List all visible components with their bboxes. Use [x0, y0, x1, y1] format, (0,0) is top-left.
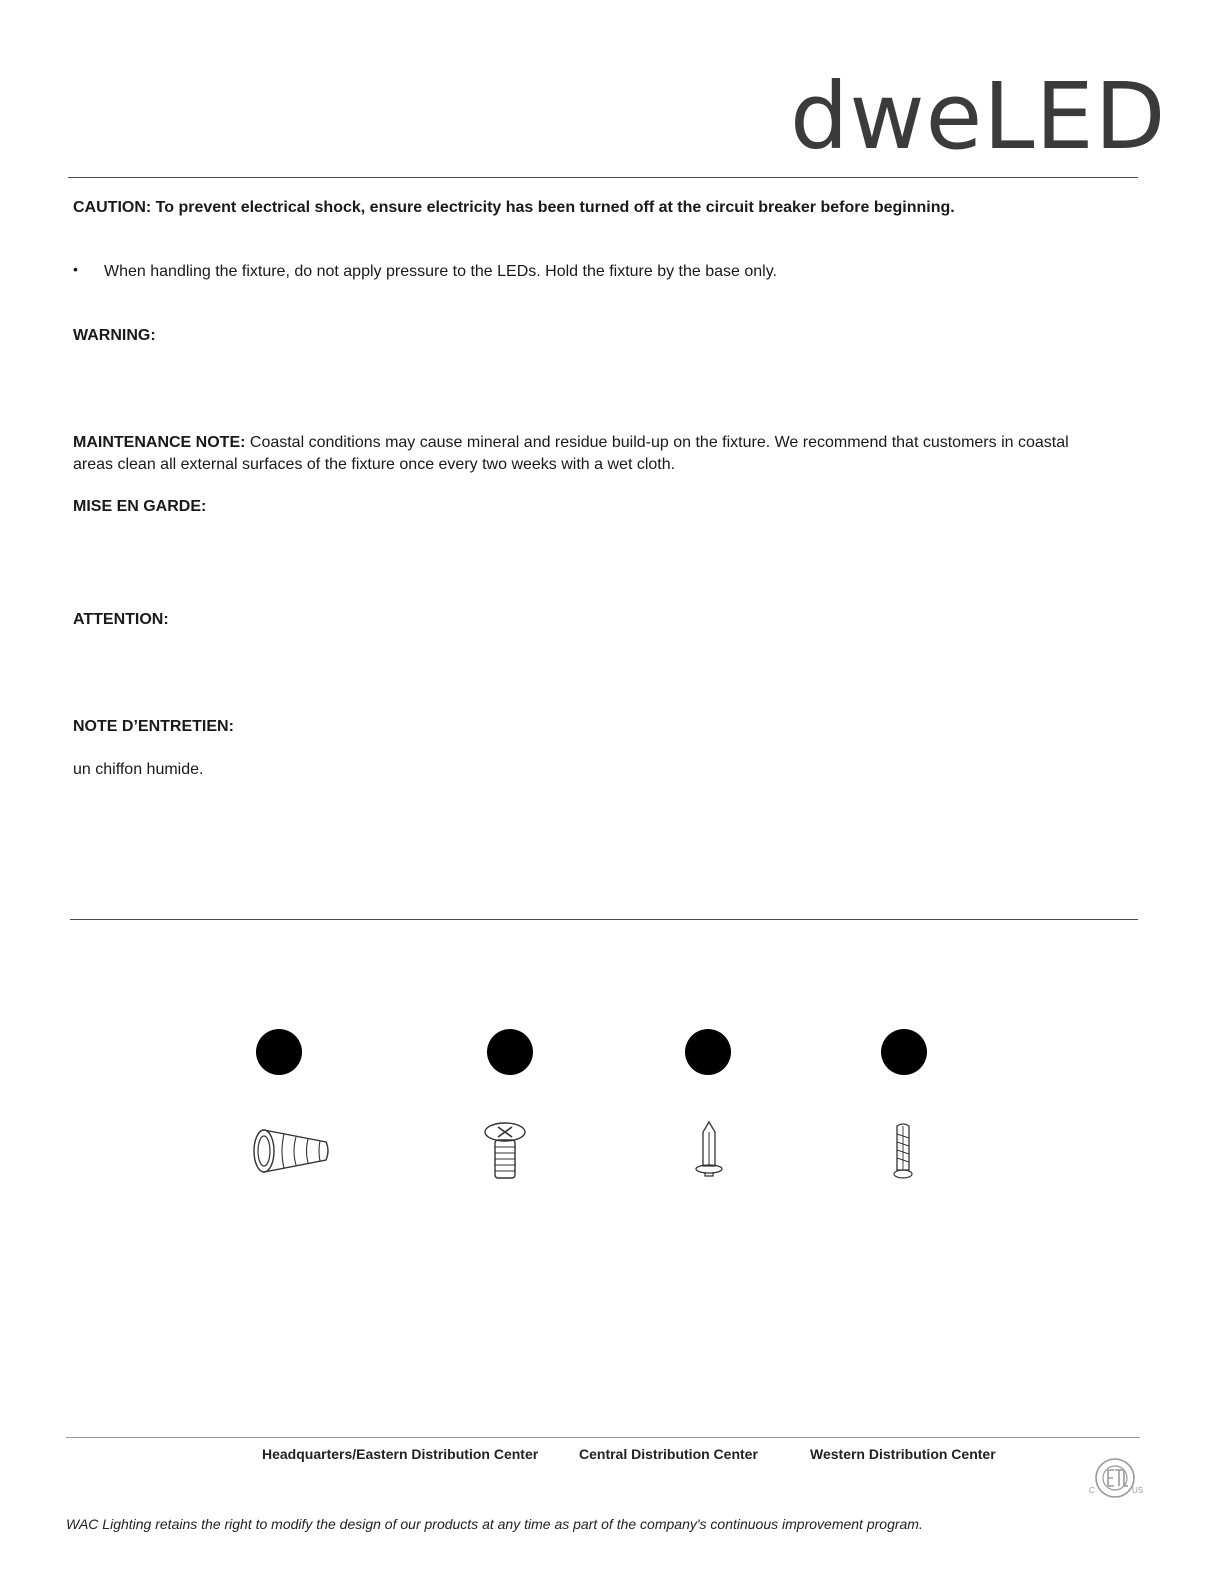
footer-divider [66, 1437, 1140, 1438]
warning-heading: WARNING: [73, 327, 156, 344]
header-divider [68, 177, 1138, 178]
wire-nut-icon [250, 1120, 332, 1180]
section-divider [70, 919, 1138, 920]
attention-heading: ATTENTION: [73, 611, 169, 628]
part-marker-2 [487, 1029, 533, 1075]
western-center-label: Western Distribution Center [810, 1446, 996, 1462]
handling-bullet: When handling the fixture, do not apply pressure to the LEDs. Hold the fixture by the base only. [104, 263, 777, 280]
note-entretien-heading: NOTE D’ENTRETIEN: [73, 718, 234, 735]
brand-logo: dweLED [790, 63, 1167, 170]
maintenance-text: Coastal conditions may cause mineral and residue build-up on the fixture. We recommend that customers in coastal areas clean all external surfaces of the fixture once every two weeks with a wet cloth. [73, 434, 1069, 473]
part-marker-4 [881, 1029, 927, 1075]
maintenance-label: MAINTENANCE NOTE: [73, 434, 246, 451]
headquarters-label: Headquarters/Eastern Distribution Center [262, 1446, 539, 1462]
mise-en-garde-heading: MISE EN GARDE: [73, 498, 207, 515]
etl-us-mark: US [1132, 1486, 1144, 1495]
screw-icon [482, 1120, 528, 1182]
anchor-screw-icon [694, 1120, 724, 1178]
disclaimer-text: WAC Lighting retains the right to modify the design of our products at any time as part of the company's continuous improvement program. [66, 1516, 923, 1532]
central-center-label: Central Distribution Center [579, 1446, 758, 1462]
note-entretien-text: un chiffon humide. [73, 761, 204, 778]
bullet-marker: • [73, 261, 78, 277]
part-marker-3 [685, 1029, 731, 1075]
part-marker-1 [256, 1029, 302, 1075]
wall-anchor-icon [889, 1120, 917, 1182]
etl-c-mark: C [1089, 1486, 1095, 1495]
etl-listed-icon [1088, 1456, 1146, 1505]
caution-notice: CAUTION: To prevent electrical shock, ensure electricity has been turned off at the circuit breaker before beginning. [73, 199, 955, 216]
maintenance-note [73, 432, 1113, 476]
